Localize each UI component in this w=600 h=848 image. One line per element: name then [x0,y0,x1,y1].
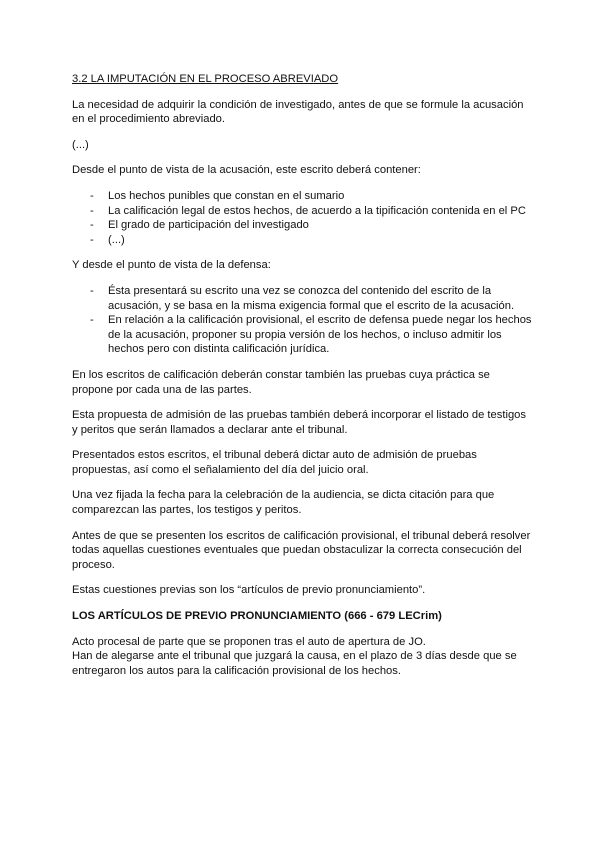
paragraph-testigos: Esta propuesta de admisión de las pruebas también deberá incorporar el listado de testigos y peritos que serán llamados a declarar ante el tribunal. [72,409,526,436]
list-item-text: (...) [108,233,125,246]
paragraph-citacion: Una vez fijada la fecha para la celebración de la audiencia, se dicta citación para que comparezcan las partes, los testigos y peritos. [72,489,495,517]
document-body [72,72,532,689]
list-item-text: Los hechos punibles que constan en el sumario [108,189,345,202]
list-item-text: En relación a la calificación provisional, el escrito de defensa puede negar los hechos de la acusación, proponer su propia versión de los hechos, o incluso admitir los hechos pero con distinta calificación jurídica. [108,314,532,356]
paragraph-acto-procesal: Acto procesal de parte que se proponen tras el auto de apertura de JO. [72,635,426,648]
list-defensa [72,284,532,357]
list-item [72,313,532,357]
list-item [72,218,532,233]
list-item [72,233,532,248]
bullet: - [90,284,94,297]
paragraph-ellipsis: (...) [72,138,89,151]
paragraph-cuestiones: Antes de que se presenten los escritos de calificación provisional, el tribunal deberá resolver todas aquellas cuestiones eventuales que puedan obstaculizar la correcta consecución del proceso. [72,529,531,571]
paragraph-articulos: Estas cuestiones previas son los “artículos de previo pronunciamiento”. [72,584,426,597]
paragraph-auto-admision: Presentados estos escritos, el tribunal deberá dictar auto de admisión de pruebas propuestas, así como el señalamiento del día del juicio oral. [72,449,477,476]
bullet: - [90,219,94,232]
paragraph-acusacion-intro: Desde el punto de vista de la acusación, este escrito deberá contener: [72,164,421,177]
subheading: LOS ARTÍCULOS DE PREVIO PRONUNCIAMIENTO (666 - 679 LECrim) [72,610,442,623]
list-item [72,204,532,219]
paragraph-defensa-intro: Y desde el punto de vista de la defensa: [72,259,271,272]
paragraph-intro: La necesidad de adquirir la condición de investigado, antes de que se formule la acusación en el procedimiento abreviado. [72,98,524,126]
bullet: - [90,189,94,202]
bullet: - [90,314,94,327]
list-item-text: El grado de participación del investigado [108,219,309,232]
paragraph-pruebas: En los escritos de calificación deberán constar también las pruebas cuya práctica se propone por cada una de las partes. [72,368,490,396]
bullet: - [90,233,94,246]
list-item-text: La calificación legal de estos hechos, de acuerdo a la tipificación contenida en el PC [108,204,526,217]
bullet: - [90,204,94,217]
list-acusacion [72,189,532,247]
list-item [72,284,532,313]
paragraph-plazo: Han de alegarse ante el tribunal que juzgará la causa, en el plazo de 3 días desde que se entregaron los autos para la calificación provisional de los hechos. [72,650,517,677]
list-item-text: Ésta presentará su escrito una vez se conozca del contenido del escrito de la acusación, y se basa en la misma exigencia formal que el escrito de la acusación. [108,284,515,312]
section-title: 3.2 LA IMPUTACIÓN EN EL PROCESO ABREVIADO [72,73,339,85]
list-item [72,189,532,204]
